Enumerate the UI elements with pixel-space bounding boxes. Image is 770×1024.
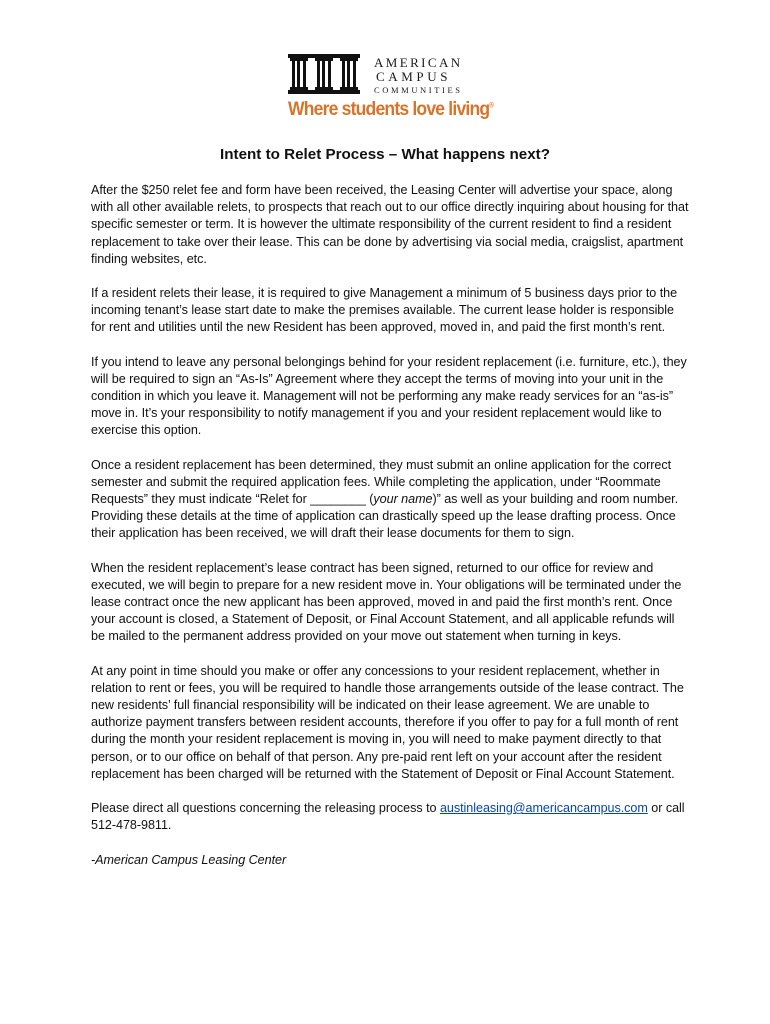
document-body xyxy=(91,182,691,886)
paragraph-application xyxy=(91,457,691,543)
columns-logo-icon xyxy=(288,54,360,94)
registered-mark: ® xyxy=(489,102,494,110)
your-name-placeholder: your name xyxy=(373,492,433,507)
email-link[interactable]: austinleasing@americancampus.com xyxy=(439,801,648,816)
logo-word-american: AMERICAN xyxy=(374,55,463,70)
contact-text-end: or call 512-478-9811. xyxy=(91,801,685,833)
application-text-start: Once a resident replacement has been determined, they must submit an online application for the correct semester and submit the required application fees. While completing the application, under “Roommate Requests” they must indicate “Relet for ________ ( xyxy=(91,457,672,507)
paragraph-contact xyxy=(91,800,691,834)
application-text-end: )” as well as your building and room number. Providing these details at the time of application can drastically speed up the lease drafting process. Once their application has been received, we will draft their lease documents for them to sign. xyxy=(91,492,679,541)
tagline-text: Where students love living xyxy=(288,98,490,120)
paragraph-as-is-agreement: If you intend to leave any personal belongings behind for your resident replacement (i.e. furniture, etc.), they will be required to sign an “As-Is” Agreement where they accept the terms of moving into your unit in the condition in which you leave it. Management will not be performing any make ready services for an “as-is” move in. It’s your responsibility to notify management if you and your resident replacement would like to exercise this option. xyxy=(91,354,687,438)
paragraph-notice-period: If a resident relets their lease, it is required to give Management a minimum of 5 business days prior to the incoming tenant’s lease start date to make the premises available. The current lease holder is responsible for rent and utilities until the new Resident has been approved, moved in, and paid the first month’s rent. xyxy=(91,286,678,335)
paragraph-concessions: At any point in time should you make or offer any concessions to your resident replacement, whether in relation to rent or fees, you will be required to handle those arrangements outside of the lease contract. The new residents’ full financial responsibility will be indicated on their lease agreement. We are unable to authorize payment transfers between resident accounts, therefore if you offer to pay for a full month of rent during the month your resident replacement is moving in, you will need to make payment directly to that person, or to our office on behalf of that person. Any pre-paid rent left on your account after the resident replacement has been charged will be returned with the Statement of Deposit or Final Account Statement. xyxy=(91,663,684,781)
logo-word-communities: COMMUNITIES xyxy=(374,85,463,95)
contact-text-start: Please direct all questions concerning the releasing process to xyxy=(91,801,440,816)
logo-tagline xyxy=(288,98,494,121)
company-logo xyxy=(288,52,494,126)
page-title: Intent to Relet Process – What happens next? xyxy=(220,146,550,163)
paragraph-lease-execution: When the resident replacement’s lease contract has been signed, returned to our office for review and executed, we will begin to prepare for a new resident move in. Your obligations will be terminated under the lease contract once the new applicant has been approved, moved in and paid the first month’s rent. Once your account is closed, a Statement of Deposit, or Final Account Statement, and all applicable refunds will be mailed to the permanent address provided on your move out statement when turning in keys. xyxy=(91,560,682,644)
logo-word-campus: CAMPUS xyxy=(376,69,452,84)
logo-wordmark xyxy=(374,56,463,96)
signoff: -American Campus Leasing Center xyxy=(91,852,287,867)
paragraph-advertising: After the $250 relet fee and form have been received, the Leasing Center will advertise your space, along with all other available relets, to prospects that reach out to our office directly inquiring about housing for that specific semester or term. It is however the ultimate responsibility of the current resident to find a resident replacement to take over their lease. This can be done by advertising via social media, craigslist, apartment finding websites, etc. xyxy=(91,183,689,266)
